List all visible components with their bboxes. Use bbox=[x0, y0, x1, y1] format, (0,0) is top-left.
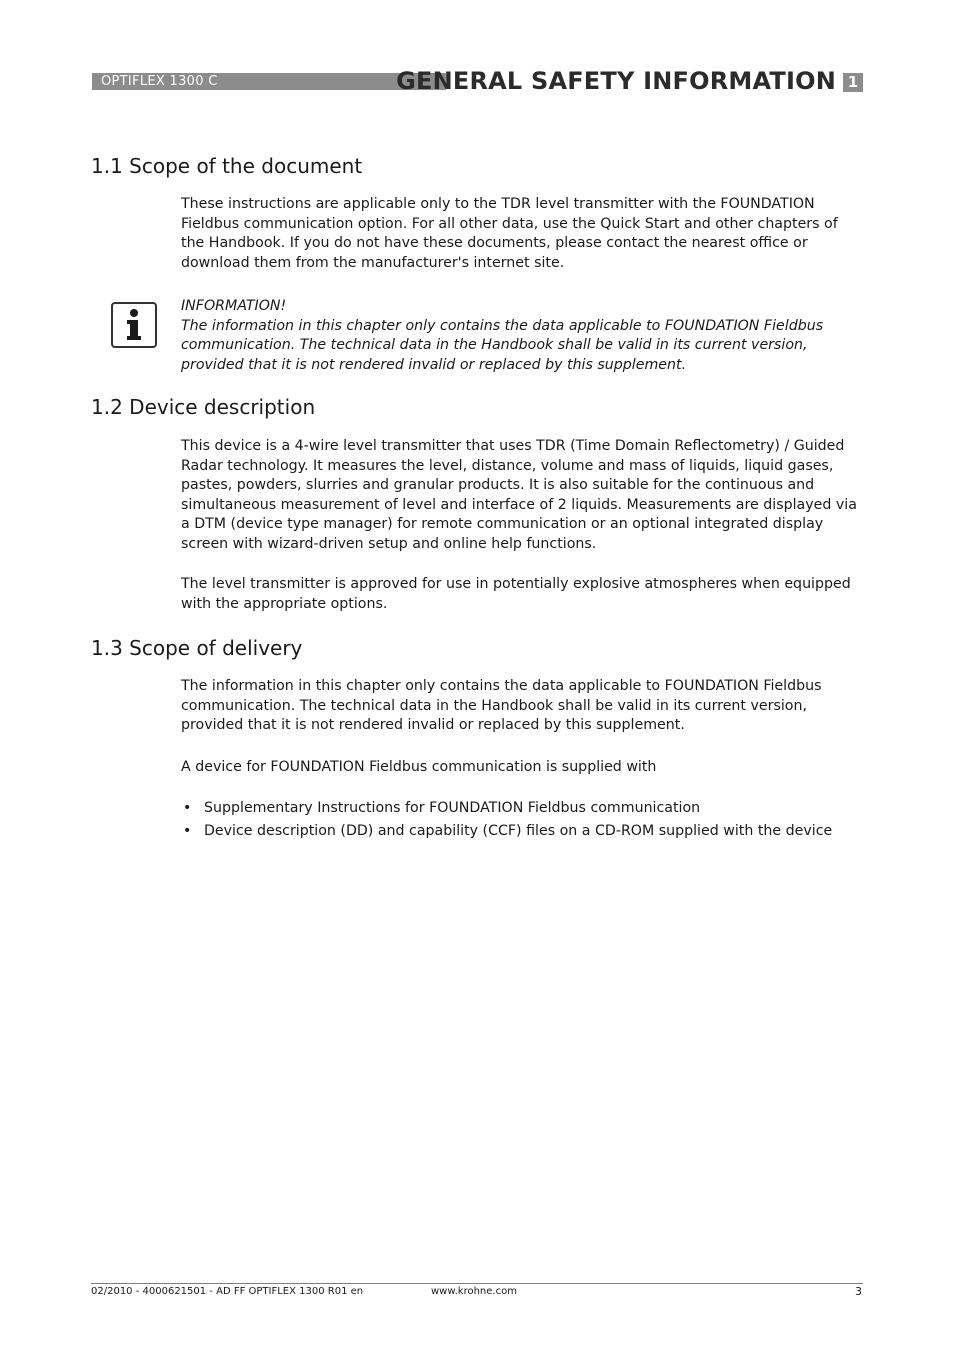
section-heading-scope-of-document: 1.1 Scope of the document bbox=[91, 154, 363, 178]
information-note bbox=[181, 297, 866, 375]
footer-divider bbox=[91, 1283, 863, 1284]
header-product-name: OPTIFLEX 1300 C bbox=[101, 74, 218, 89]
bullet-icon: • bbox=[183, 823, 192, 840]
list-item bbox=[181, 799, 863, 819]
information-note-text: The information in this chapter only contains the data applicable to FOUNDATION Fieldbus communication. The technical data in the Handbook shall be valid in its current version, provided that it is not rendered invalid or replaced by this supplement. bbox=[181, 317, 824, 373]
delivery-info-paragraph: The information in this chapter only contains the data applicable to FOUNDATION Fieldbus communication. The technical data in the Handbook shall be valid in its current version, provided that it is not rendered invalid or replaced by this supplement. bbox=[181, 678, 822, 734]
section-heading-scope-of-delivery: 1.3 Scope of delivery bbox=[91, 636, 303, 660]
footer-website-link[interactable]: www.krohne.com bbox=[431, 1286, 517, 1297]
header-chapter-number: 1 bbox=[843, 73, 863, 92]
delivery-items-list bbox=[181, 799, 863, 845]
delivery-supplied-with-paragraph: A device for FOUNDATION Fieldbus communication is supplied with bbox=[181, 759, 657, 775]
list-item-text: Device description (DD) and capability (CCF) files on a CD-ROM supplied with the device bbox=[204, 823, 833, 840]
footer-page-number: 3 bbox=[855, 1285, 862, 1298]
list-item bbox=[181, 822, 863, 842]
scope-document-paragraph: These instructions are applicable only to the TDR level transmitter with the FOUNDATION Fieldbus communication option. For all other data, use the Quick Start and other chapters of the Handbook. If you do not have these documents, please contact the nearest office or download them from the manufacturer's internet site. bbox=[181, 196, 838, 271]
section-heading-device-description: 1.2 Device description bbox=[91, 395, 316, 419]
header-chapter-title: GENERAL SAFETY INFORMATION bbox=[396, 67, 836, 95]
footer-document-reference: 02/2010 - 4000621501 - AD FF OPTIFLEX 1300 R01 en bbox=[91, 1286, 364, 1297]
bullet-icon: • bbox=[183, 800, 192, 816]
information-note-title: INFORMATION! bbox=[181, 298, 287, 314]
list-item-text: Supplementary Instructions for FOUNDATION Fieldbus communication bbox=[204, 800, 701, 816]
device-description-paragraph: This device is a 4-wire level transmitter that uses TDR (Time Domain Reflectometry) / Guided Radar technology. It measures the level, distance, volume and mass of liquids, liquid gases, pastes, powders, slurries and granular products. It is also suitable for the continuous and simultaneous measurement of level and interface of 2 liquids. Measurements are displayed via a DTM (device type manager) for remote communication or an optional integrated display screen with wizard-driven setup and online help functions. bbox=[181, 438, 857, 552]
information-icon bbox=[111, 302, 157, 348]
device-approval-paragraph: The level transmitter is approved for use in potentially explosive atmospheres when equipped with the appropriate options. bbox=[181, 576, 851, 612]
